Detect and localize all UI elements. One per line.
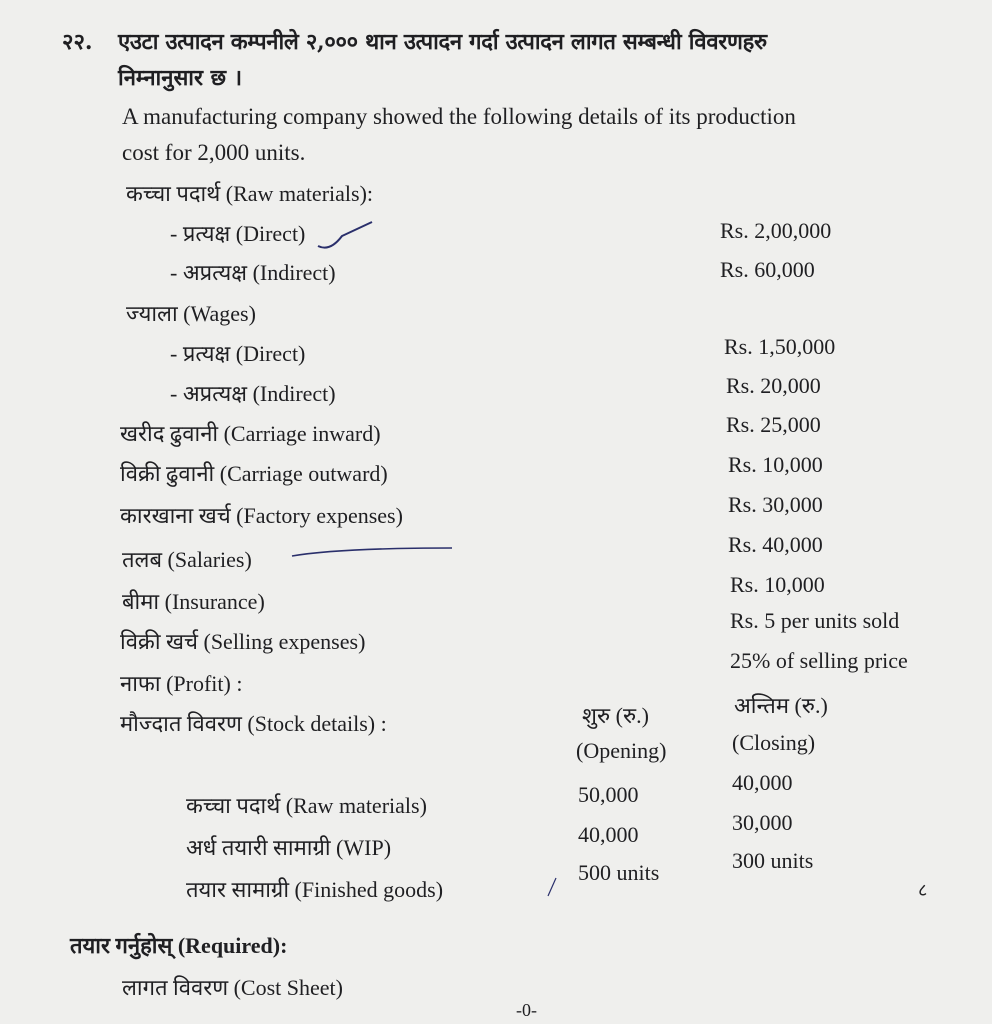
closing-head-nepali: अन्तिम (रु.) xyxy=(734,693,828,718)
tick-mark xyxy=(318,222,372,248)
selling-expenses-label: विक्री खर्च (Selling expenses) xyxy=(120,629,366,654)
stock-row-label: कच्चा पदार्थ (Raw materials) xyxy=(186,793,427,818)
required-heading: तयार गर्नुहोस् (Required): xyxy=(70,933,288,958)
carriage-outward-amount: Rs. 10,000 xyxy=(728,452,823,477)
rm-indirect-amount: Rs. 60,000 xyxy=(720,257,815,282)
question-number: २२. xyxy=(62,29,93,55)
salaries-amount: Rs. 40,000 xyxy=(728,532,823,557)
carriage-inward-label: खरीद ढुवानी (Carriage inward) xyxy=(120,421,381,446)
closing-head-english: (Closing) xyxy=(732,730,816,755)
wages-indirect-amount: Rs. 20,000 xyxy=(726,373,821,398)
wages-direct-label: - प्रत्यक्ष (Direct) xyxy=(170,341,306,366)
underline-stroke xyxy=(292,548,452,556)
profit-amount: 25% of selling price xyxy=(730,648,908,673)
divider-stroke xyxy=(548,878,556,896)
wages-direct-amount: Rs. 1,50,000 xyxy=(724,334,836,359)
stock-row-closing: 300 units xyxy=(732,848,814,873)
nepali-intro-line-1: एउटा उत्पादन कम्पनीले २,००० थान उत्पादन गर्दा उत्पादन लागत सम्बन्धी विवरणहरु xyxy=(118,29,767,55)
stock-row-opening: 50,000 xyxy=(578,782,639,807)
english-intro-line-1: A manufacturing company showed the following details of its production xyxy=(122,104,796,129)
salaries-label: तलब (Salaries) xyxy=(122,547,252,572)
wages-heading: ज्याला (Wages) xyxy=(126,301,256,326)
carriage-outward-label: विक्री ढुवानी (Carriage outward) xyxy=(120,461,388,486)
nepali-intro-line-2: निम्नानुसार छ । xyxy=(118,65,243,91)
rm-direct-amount: Rs. 2,00,000 xyxy=(720,218,832,243)
opening-head-english: (Opening) xyxy=(576,738,667,763)
stock-row-closing: 30,000 xyxy=(732,810,793,835)
stock-row-label: तयार सामाग्री (Finished goods) xyxy=(186,877,444,902)
marks-label: ८ xyxy=(918,880,928,900)
rm-indirect-label: - अप्रत्यक्ष (Indirect) xyxy=(170,260,336,285)
rm-direct-label: - प्रत्यक्ष (Direct) xyxy=(170,221,306,246)
factory-expenses-label: कारखाना खर्च (Factory expenses) xyxy=(120,503,403,528)
profit-label: नाफा (Profit) : xyxy=(120,671,243,696)
opening-head-nepali: शुरु (रु.) xyxy=(582,703,649,728)
wages-indirect-label: - अप्रत्यक्ष (Indirect) xyxy=(170,381,336,406)
stock-details-label: मौज्दात विवरण (Stock details) : xyxy=(120,711,387,736)
selling-expenses-amount: Rs. 5 per units sold xyxy=(730,608,900,633)
stock-row-label: अर्ध तयारी सामाग्री (WIP) xyxy=(186,835,392,860)
english-intro-line-2: cost for 2,000 units. xyxy=(122,140,306,165)
carriage-inward-amount: Rs. 25,000 xyxy=(726,412,821,437)
stock-row-opening: 500 units xyxy=(578,860,660,885)
factory-expenses-amount: Rs. 30,000 xyxy=(728,492,823,517)
required-task: लागत विवरण (Cost Sheet) xyxy=(122,975,343,1000)
stock-row-opening: 40,000 xyxy=(578,822,639,847)
insurance-amount: Rs. 10,000 xyxy=(730,572,825,597)
stock-row-closing: 40,000 xyxy=(732,770,793,795)
raw-materials-heading: कच्चा पदार्थ (Raw materials): xyxy=(126,181,374,206)
insurance-label: बीमा (Insurance) xyxy=(122,589,265,614)
page-number: -0- xyxy=(516,1000,537,1020)
